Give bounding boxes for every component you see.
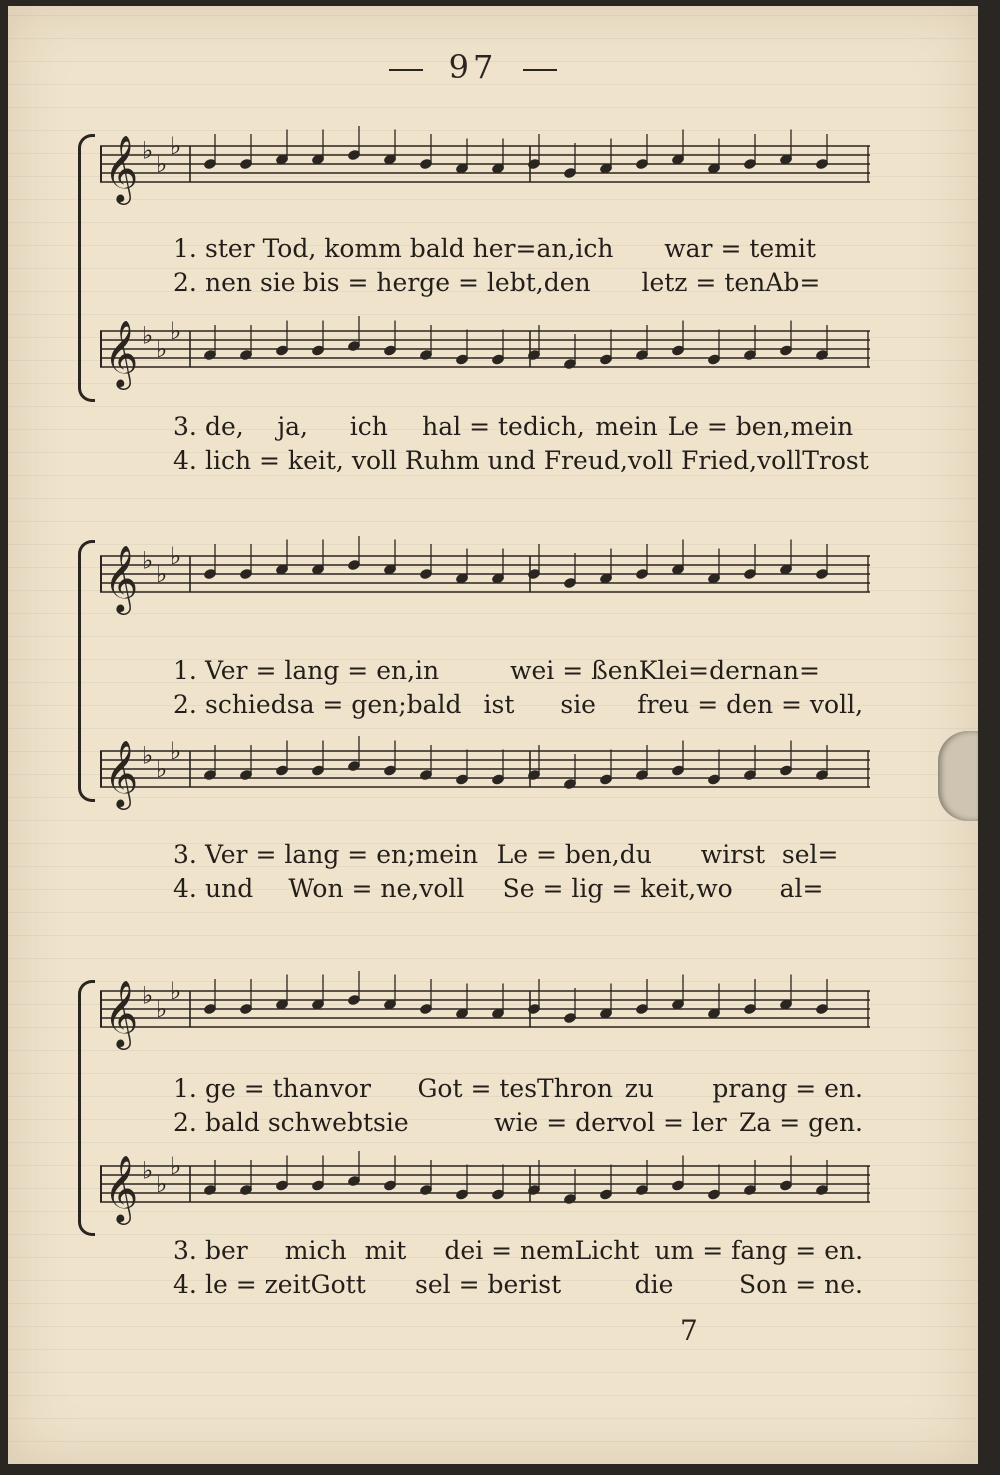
- lyric-syllable: prang = en.: [712, 1074, 864, 1103]
- treble-staff-upper: [100, 536, 880, 626]
- lyric-syllable: sel = ber: [415, 1270, 531, 1299]
- lyric-line-verse-3: [173, 840, 863, 869]
- verse-number: 2.: [173, 1108, 197, 1137]
- lyric-syllable: Thron: [537, 1074, 613, 1103]
- lyric-syllable: wirst: [700, 840, 766, 869]
- lyric-syllable: voll: [757, 446, 803, 475]
- lyric-syllable: ich: [575, 234, 614, 263]
- treble-staff-upper: [100, 971, 880, 1061]
- lyric-syllable: de,: [205, 412, 244, 441]
- lyric-syllable: Le = ben,: [667, 412, 791, 441]
- lyric-syllable: letz = ten: [641, 268, 766, 297]
- treble-staff-lower: [100, 731, 880, 821]
- verse-number: 3.: [173, 412, 197, 441]
- lyric-syllable: Se = lig = keit,: [502, 874, 697, 903]
- lyric-line-verse-4: [173, 446, 869, 475]
- lyric-syllable: vor: [329, 1074, 371, 1103]
- lyric-syllable: Got = tes: [417, 1074, 538, 1103]
- flat-sign-icon: ♭: [142, 546, 154, 575]
- music-system-3: [78, 966, 878, 1306]
- flat-sign-icon: ♭: [142, 136, 154, 165]
- flat-sign-icon: ♭: [170, 317, 182, 345]
- lyric-syllable: Trost: [802, 446, 869, 475]
- lyric-syllable: ist: [530, 1270, 562, 1299]
- lyric-syllable: mein: [595, 412, 658, 441]
- lyric-syllable: mich: [284, 1236, 347, 1265]
- treble-clef-icon: 𝄞: [104, 1154, 139, 1222]
- lyric-syllable: bald schwebt: [205, 1108, 374, 1137]
- lyric-syllable: Licht: [574, 1236, 640, 1265]
- lyric-syllable: vol = ler: [617, 1108, 727, 1137]
- verse-number: 4.: [173, 1270, 197, 1299]
- lyric-syllable: an=: [767, 656, 820, 685]
- music-system-1: [78, 116, 878, 476]
- system-brace: [78, 980, 95, 1236]
- flat-sign-icon: ♭: [156, 995, 168, 1023]
- lyric-syllable: war = te: [664, 234, 775, 263]
- lyric-syllable: sie: [560, 690, 596, 719]
- lyric-syllable: Son = ne.: [739, 1270, 863, 1299]
- page-number: 97: [8, 48, 938, 86]
- treble-clef-icon: 𝄞: [104, 134, 139, 202]
- flat-sign-icon: ♭: [156, 755, 168, 783]
- lyric-syllable: dich,: [522, 412, 585, 441]
- lyric-syllable: sa = gen;: [286, 690, 407, 719]
- lyric-syllable: ge = lebt,: [419, 268, 544, 297]
- lyric-syllable: schied: [205, 690, 287, 719]
- flat-sign-icon: ♭: [156, 560, 168, 588]
- lyric-syllable: hal = te: [422, 412, 523, 441]
- lyric-line-verse-2: [173, 1108, 863, 1137]
- lyric-syllable: und: [205, 874, 254, 903]
- lyric-syllable: mit: [364, 1236, 407, 1265]
- lyric-line-verse-4: [173, 874, 863, 903]
- lyric-syllable: Le = ben,: [496, 840, 620, 869]
- flat-sign-icon: ♭: [142, 981, 154, 1010]
- signature-mark: 7: [680, 1314, 698, 1347]
- verse-number: 2.: [173, 268, 197, 297]
- lyric-syllable: bis = her: [302, 268, 420, 297]
- lyric-syllable: bald: [406, 690, 462, 719]
- lyric-syllable: ber: [205, 1236, 248, 1265]
- lyric-line-verse-4: [173, 1270, 863, 1299]
- lyric-line-verse-1: [173, 234, 863, 263]
- thumb-index-tab: [938, 731, 978, 821]
- verse-number: 4.: [173, 874, 197, 903]
- lyric-line-verse-3: [173, 412, 863, 441]
- treble-staff-upper: [100, 126, 880, 216]
- lyric-syllable: Za = gen.: [739, 1108, 863, 1137]
- lyric-syllable: dei = nem: [444, 1236, 575, 1265]
- verse-number: 3.: [173, 1236, 197, 1265]
- verse-number: 1.: [173, 656, 197, 685]
- flat-sign-icon: ♭: [156, 1170, 168, 1198]
- hymnal-page: [8, 6, 978, 1464]
- verse-number: 3.: [173, 840, 197, 869]
- lyric-syllable: Klei=dern: [638, 656, 768, 685]
- verse-number: 1.: [173, 1074, 197, 1103]
- lyric-syllable: al=: [779, 874, 824, 903]
- lyric-syllable: wo: [696, 874, 733, 903]
- lyric-syllable: mein: [415, 840, 479, 869]
- verse-number: 2.: [173, 690, 197, 719]
- lyric-syllable: um = fang = en.: [654, 1236, 864, 1265]
- system-brace: [78, 134, 95, 402]
- lyric-line-verse-1: [173, 656, 863, 685]
- treble-clef-icon: 𝄞: [104, 979, 139, 1047]
- flat-sign-icon: ♭: [170, 132, 182, 160]
- flat-sign-icon: ♭: [156, 335, 168, 363]
- flat-sign-icon: ♭: [142, 1156, 154, 1185]
- lyric-line-verse-2: [173, 268, 863, 297]
- lyric-syllable: voll Fried,: [627, 446, 758, 475]
- lyric-syllable: Gott: [310, 1270, 366, 1299]
- lyric-syllable: mein: [790, 412, 854, 441]
- lyric-syllable: le = zeit: [205, 1270, 311, 1299]
- lyric-line-verse-3: [173, 1236, 863, 1265]
- system-brace: [78, 540, 95, 802]
- flat-sign-icon: ♭: [170, 542, 182, 570]
- lyric-syllable: sel=: [781, 840, 839, 869]
- lyric-syllable: Ver = lang = en,: [205, 656, 416, 685]
- flat-sign-icon: ♭: [142, 321, 154, 350]
- lyric-syllable: lich = keit, voll Ruhm und Freud,: [205, 446, 628, 475]
- flat-sign-icon: ♭: [170, 977, 182, 1005]
- lyric-syllable: ge = than: [205, 1074, 330, 1103]
- lyric-syllable: nen sie: [205, 268, 296, 297]
- lyric-syllable: du: [619, 840, 652, 869]
- treble-clef-icon: 𝄞: [104, 544, 139, 612]
- treble-staff-lower: [100, 1146, 880, 1236]
- lyric-syllable: zu: [624, 1074, 654, 1103]
- treble-clef-icon: 𝄞: [104, 319, 139, 387]
- treble-clef-icon: 𝄞: [104, 739, 139, 807]
- flat-sign-icon: ♭: [142, 741, 154, 770]
- flat-sign-icon: ♭: [170, 737, 182, 765]
- lyric-syllable: den: [543, 268, 591, 297]
- dash-left: [389, 69, 423, 71]
- lyric-syllable: ist: [483, 690, 515, 719]
- lyric-syllable: Ab=: [765, 268, 821, 297]
- dash-right: [523, 69, 557, 71]
- lyric-syllable: ja,: [277, 412, 308, 441]
- lyric-syllable: die: [634, 1270, 674, 1299]
- lyric-line-verse-1: [173, 1074, 863, 1103]
- lyric-syllable: ster Tod, komm bald her=an,: [205, 234, 576, 263]
- lyric-syllable: voll: [419, 874, 465, 903]
- lyric-syllable: freu = den = voll,: [637, 690, 864, 719]
- lyric-syllable: Ver = lang = en;: [205, 840, 416, 869]
- flat-sign-icon: ♭: [156, 150, 168, 178]
- verse-number: 4.: [173, 446, 197, 475]
- music-system-2: [78, 536, 878, 906]
- verse-number: 1.: [173, 234, 197, 263]
- lyric-syllable: mit: [774, 234, 816, 263]
- lyric-syllable: wie = der: [494, 1108, 618, 1137]
- lyric-syllable: ich: [349, 412, 388, 441]
- flat-sign-icon: ♭: [170, 1152, 182, 1180]
- lyric-syllable: sie: [373, 1108, 409, 1137]
- lyric-syllable: Won = ne,: [288, 874, 420, 903]
- lyric-syllable: in: [415, 656, 440, 685]
- lyric-line-verse-2: [173, 690, 863, 719]
- lyric-syllable: wei = ßen: [510, 656, 639, 685]
- treble-staff-lower: [100, 311, 880, 401]
